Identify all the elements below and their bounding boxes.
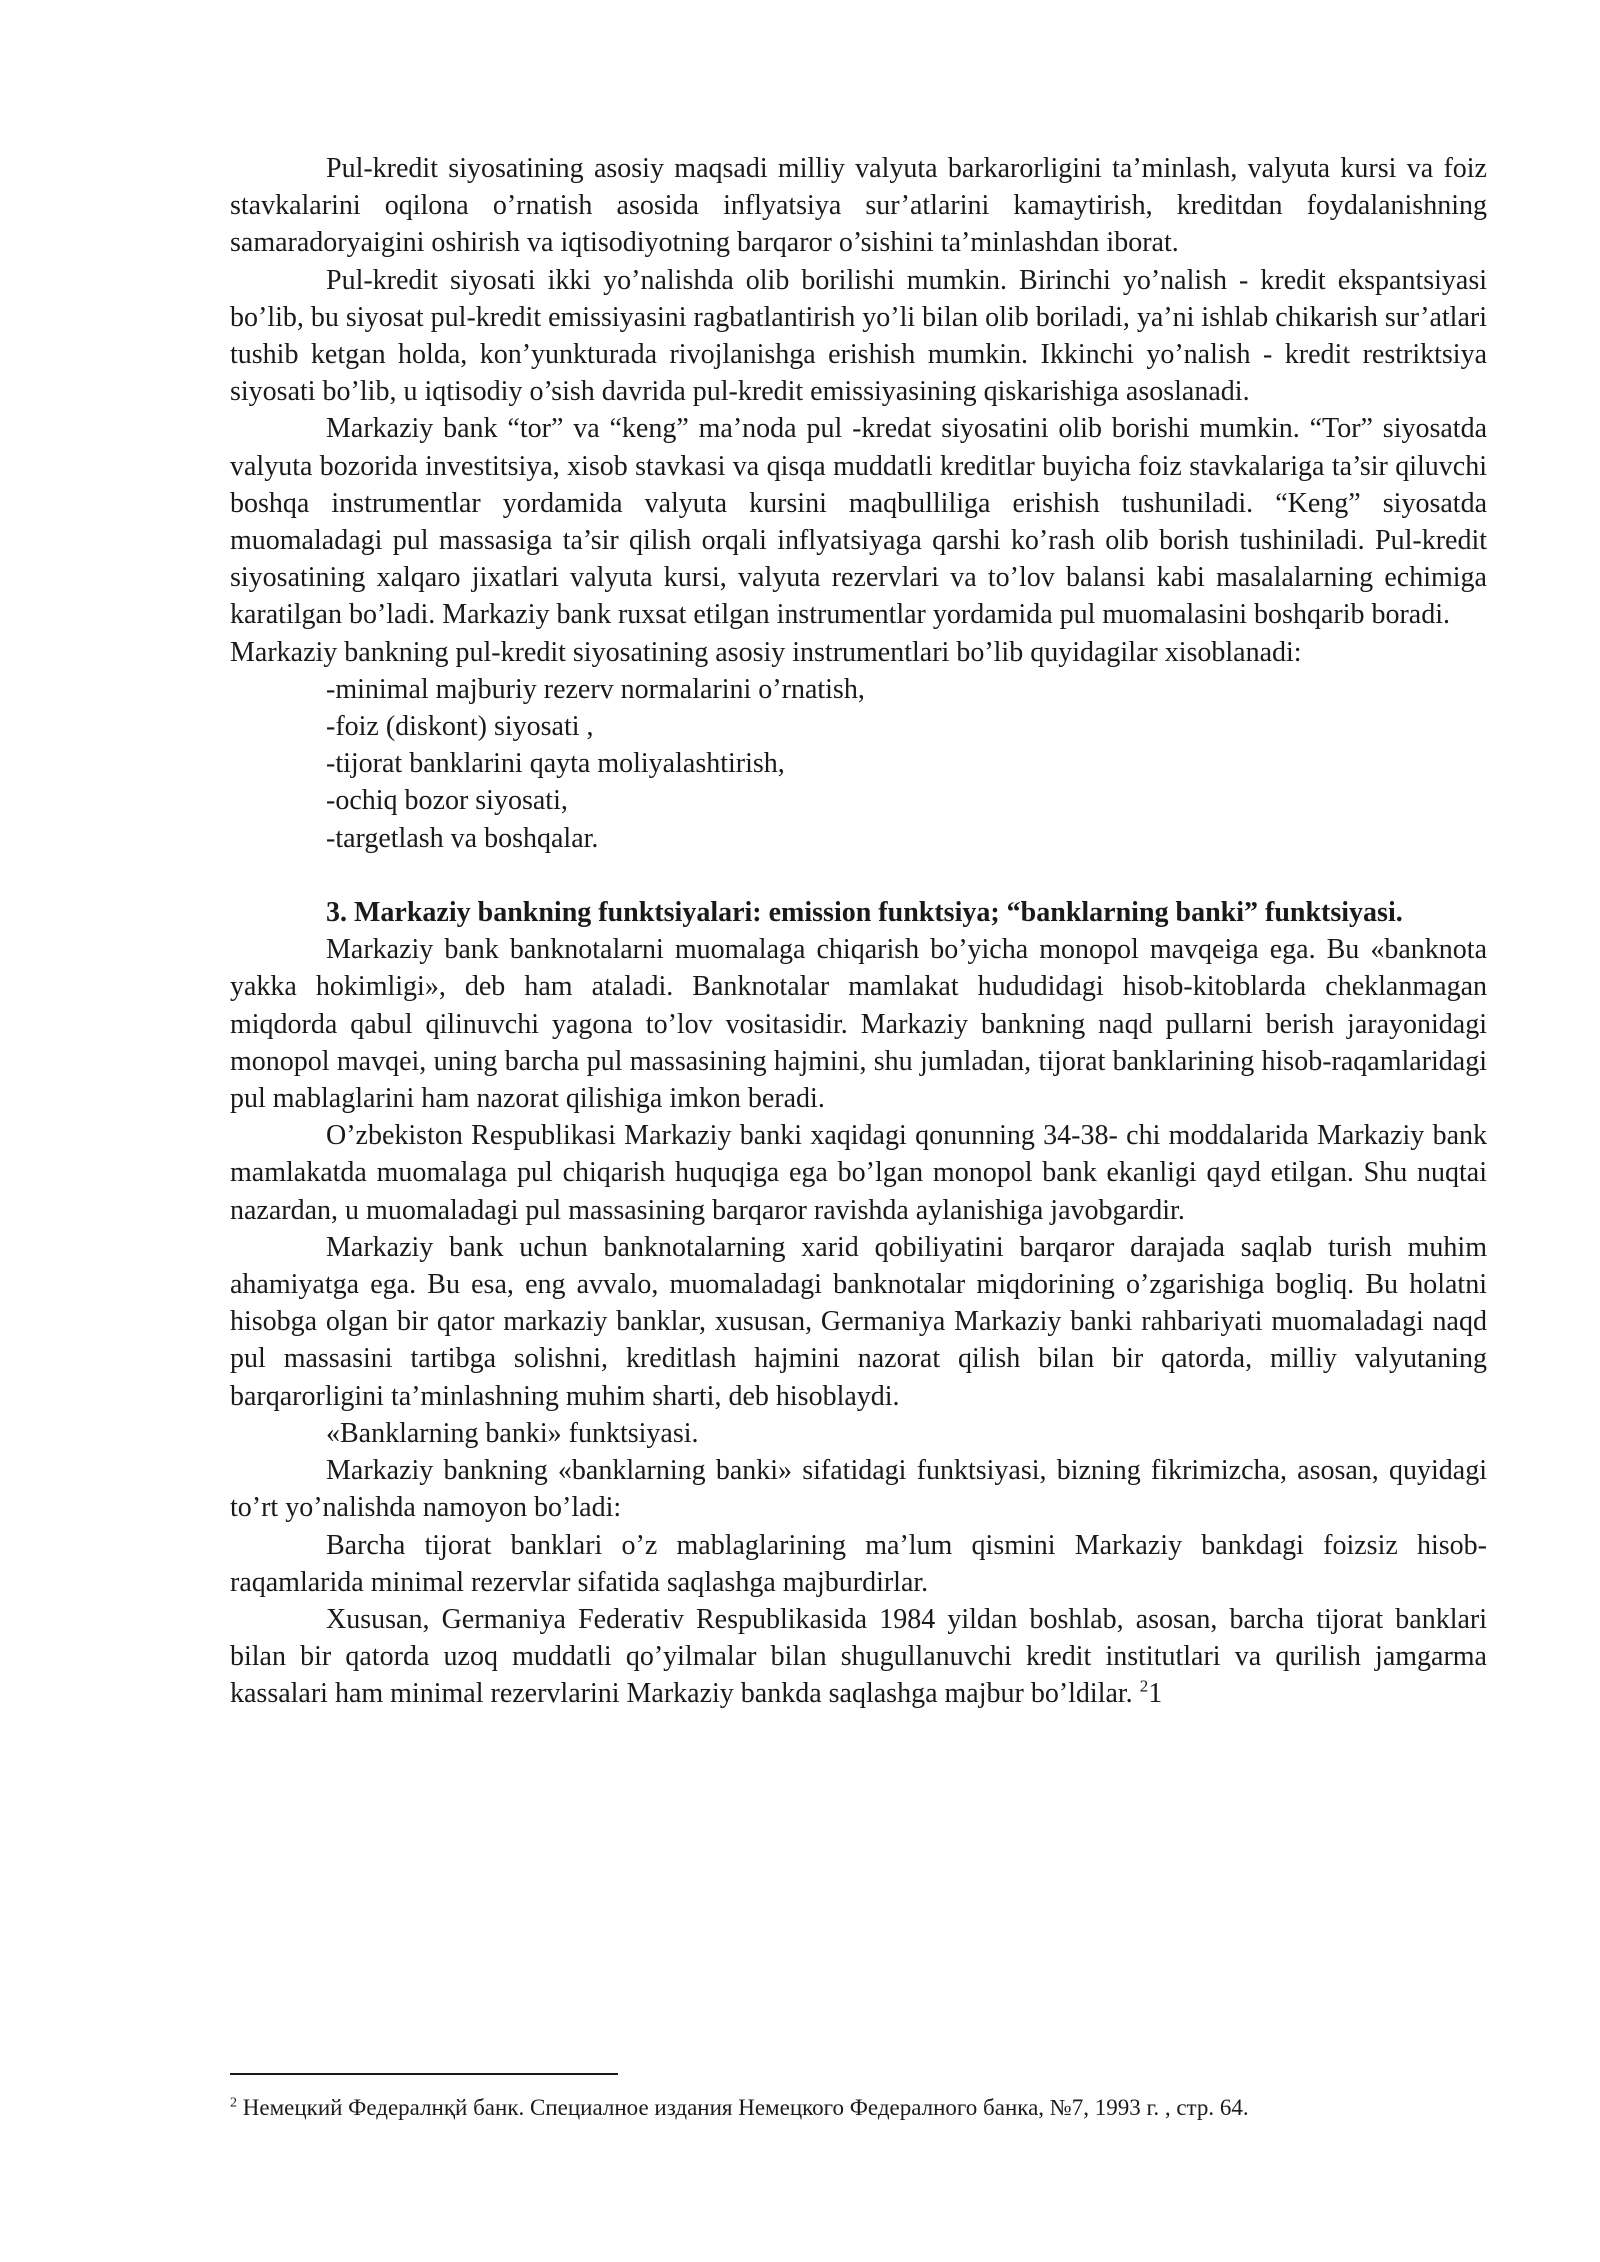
paragraph: Markaziy bank “tor” va “keng” ma’noda pul -kredat siyosatini olib borishi mumkin. “Tor” siyosatda valyuta bozorida investitsiya, xisob stavkasi va qisqa muddatli kreditlar buyicha foiz stavkalariga ta’sir qiluvchi boshqa instrumentlar yordamida valyuta kursini maqbulliliga erishish tushuniladi. “Keng” siyosatda muomaladagi pul massasiga ta’sir qilish orqali inflyatsiyaga qarshi ko’rash olib borish tushiniladi. Pul-kredit siyosatining xalqaro jixatlari valyuta kursi, valyuta rezervlari va to’lov balansi kabi masalalarning echimiga karatilgan bo’ladi. Markaziy bank ruxsat etilgan instrumentlar yordamida pul muomalasini boshqarib boradi. [230, 413, 1487, 631]
list-item: -targetlash va boshqalar. [326, 822, 599, 854]
paragraph: Pul-kredit siyosatining asosiy maqsadi milliy valyuta barkarorligini ta’minlash, valyuta kursi va foiz stavkalarini oqilona o’rnatish asosida inflyatsiya sur’atlarini kamaytirish, kreditdan foydalanishning samaradoryaigini oshirish va iqtisodiyotning barqaror o’sishini ta’minlashdan iborat. [230, 153, 1487, 259]
paragraph: O’zbekiston Respublikasi Markaziy banki xaqidagi qonunning 34-38- chi moddalarida Markaziy bank mamlakatda muomalaga pul chiqarish huquqiga ega bo’lgan monopol bank ekanligi qayd etilgan. Shu nuqtai nazardan, u muomaladagi pul massasining barqaror ravishda aylanishiga javobgardir. [230, 1120, 1487, 1226]
footnote-text: Немецкий Федералнқй банк. Специалное издания Немецкого Федералного банка, №7, 1993 г. , стр. 64. [242, 2095, 1249, 2120]
list-item: -ochiq bozor siyosati, [326, 785, 568, 817]
paragraph: Markaziy bank uchun banknotalarning xarid qobiliyatini barqaror darajada saqlab turish muhim ahamiyatga ega. Bu esa, eng avvalo, muomaladagi banknotalar miqdorining o’zgarishiga bogliq. Bu holatni hisobga olgan bir qator markaziy banklar, xususan, Germaniya Markaziy banki rahbariyati muomaladagi naqd pul massasini tartibga solishni, kreditlash hajmini nazorat qilish bilan bir qatorda, milliy valyutaning barqarorligini ta’minlashning muhim sharti, deb hisoblaydi. [230, 1231, 1487, 1412]
subheading-line: «Banklarning banki» funktsiyasi. [326, 1417, 699, 1449]
instruments-list [230, 671, 1487, 857]
document-body [230, 150, 1487, 1713]
trailing-number: 1 [1148, 1678, 1163, 1710]
paragraph: Markaziy bankning pul-kredit siyosatining asosiy instrumentlari bo’lib quyidagilar xisoblanadi: [230, 636, 1302, 668]
paragraph-with-footnote [230, 1601, 1487, 1713]
list-item: -minimal majburiy rezerv normalarini o’rnatish, [326, 673, 865, 705]
footnote-reference[interactable]: 2 [1139, 1676, 1149, 1696]
list-item: -tijorat banklarini qayta moliyalashtirish, [326, 748, 785, 780]
list-item: -foiz (diskont) siyosati , [326, 711, 594, 743]
footnote-separator [230, 2073, 618, 2075]
paragraph: Pul-kredit siyosati ikki yo’nalishda olib borilishi mumkin. Birinchi yo’nalish - kredit ekspantsiyasi bo’lib, bu siyosat pul-kredit emissiyasini ragbatlantirish yo’li bilan olib boriladi, ya’ni ishlab chikarish sur’atlari tushib ketgan holda, kon’yunkturada rivojlanishga erishish mumkin. Ikkinchi yo’nalish - kredit restriktsiya siyosati bo’lib, u iqtisodiy o’sish davrida pul-kredit emissiyasining qiskarishiga asoslanadi. [230, 264, 1487, 408]
footnote-marker: 2 [230, 2095, 237, 2111]
footnote [230, 2093, 1487, 2123]
paragraph: Barcha tijorat banklari o’z mablaglarining ma’lum qismini Markaziy bankdagi foizsiz hisob-raqamlarida minimal rezervlar sifatida saqlashga majburdirlar. [230, 1529, 1487, 1598]
paragraph: Markaziy bank banknotalarni muomalaga chiqarish bo’yicha monopol mavqeiga ega. Bu «banknota yakka hokimligi», deb ham ataladi. Banknotalar mamlakat hududidagi hisob-kitoblarda cheklanmagan miqdorda qabul qilinuvchi yagona to’lov vositasidir. Markaziy bankning naqd pullarni berish jarayonidagi monopol mavqei, uning barcha pul massasining hajmini, shu jumladan, tijorat banklarining hisob-raqamlaridagi pul mablaglarini ham nazorat qilishiga imkon beradi. [230, 934, 1487, 1115]
blank-line [230, 857, 1487, 894]
paragraph-text: Xususan, Germaniya Federativ Respublikasida 1984 yildan boshlab, asosan, barcha tijorat banklari bilan bir qatorda uzoq muddatli qo’yilmalar bilan shugullanuvchi kredit institutlari va qurilish jamgarma kassalari ham minimal rezervlarini Markaziy bankda saqlashga majbur bo’ldilar. [230, 1603, 1487, 1710]
section-heading: 3. Markaziy bankning funktsiyalari: emission funktsiya; “banklarning banki” funktsiyasi. [326, 897, 1403, 929]
paragraph: Markaziy bankning «banklarning banki» sifatidagi funktsiyasi, bizning fikrimizcha, asosan, quyidagi to’rt yo’nalishda namoyon bo’ladi: [230, 1455, 1487, 1524]
